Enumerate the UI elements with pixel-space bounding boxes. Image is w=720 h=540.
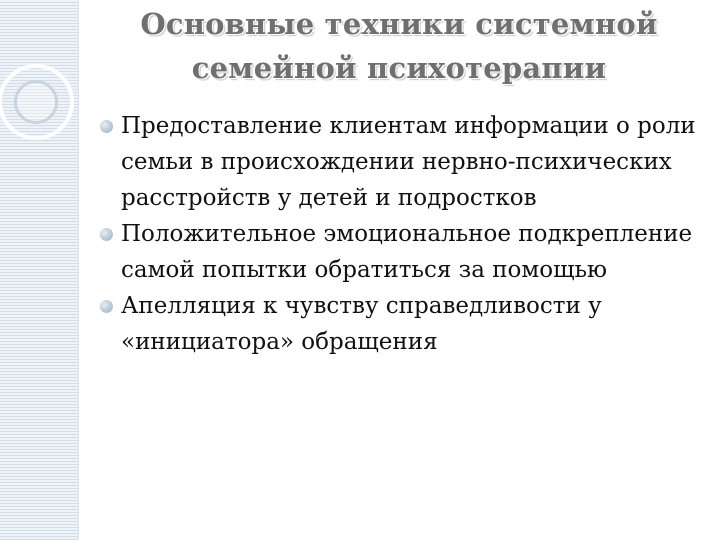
circle-bullet-icon — [100, 300, 113, 313]
slide-title — [78, 2, 720, 90]
bullet-item — [100, 288, 700, 360]
slide-title-line-2: семейной психотерапии — [191, 51, 607, 85]
bullet-item — [100, 108, 700, 216]
circle-bullet-icon — [100, 228, 113, 241]
circle-bullet-icon — [100, 120, 113, 133]
decorative-side-band — [0, 0, 79, 540]
bullet-list — [100, 108, 700, 360]
bullet-text: Апелляция к чувству справедливости у «инициатора» обращения — [121, 293, 602, 355]
decorative-inner-ring — [14, 80, 58, 124]
slide-title-line-1: Основные техники системной — [140, 7, 658, 41]
bullet-text: Положительное эмоциональное подкрепление самой попытки обратиться за помощью — [121, 221, 693, 283]
bullet-item — [100, 216, 700, 288]
bullet-text: Предоставление клиентам информации о роли семьи в происхождении нервно-психических расстройств у детей и подростков — [121, 113, 696, 211]
